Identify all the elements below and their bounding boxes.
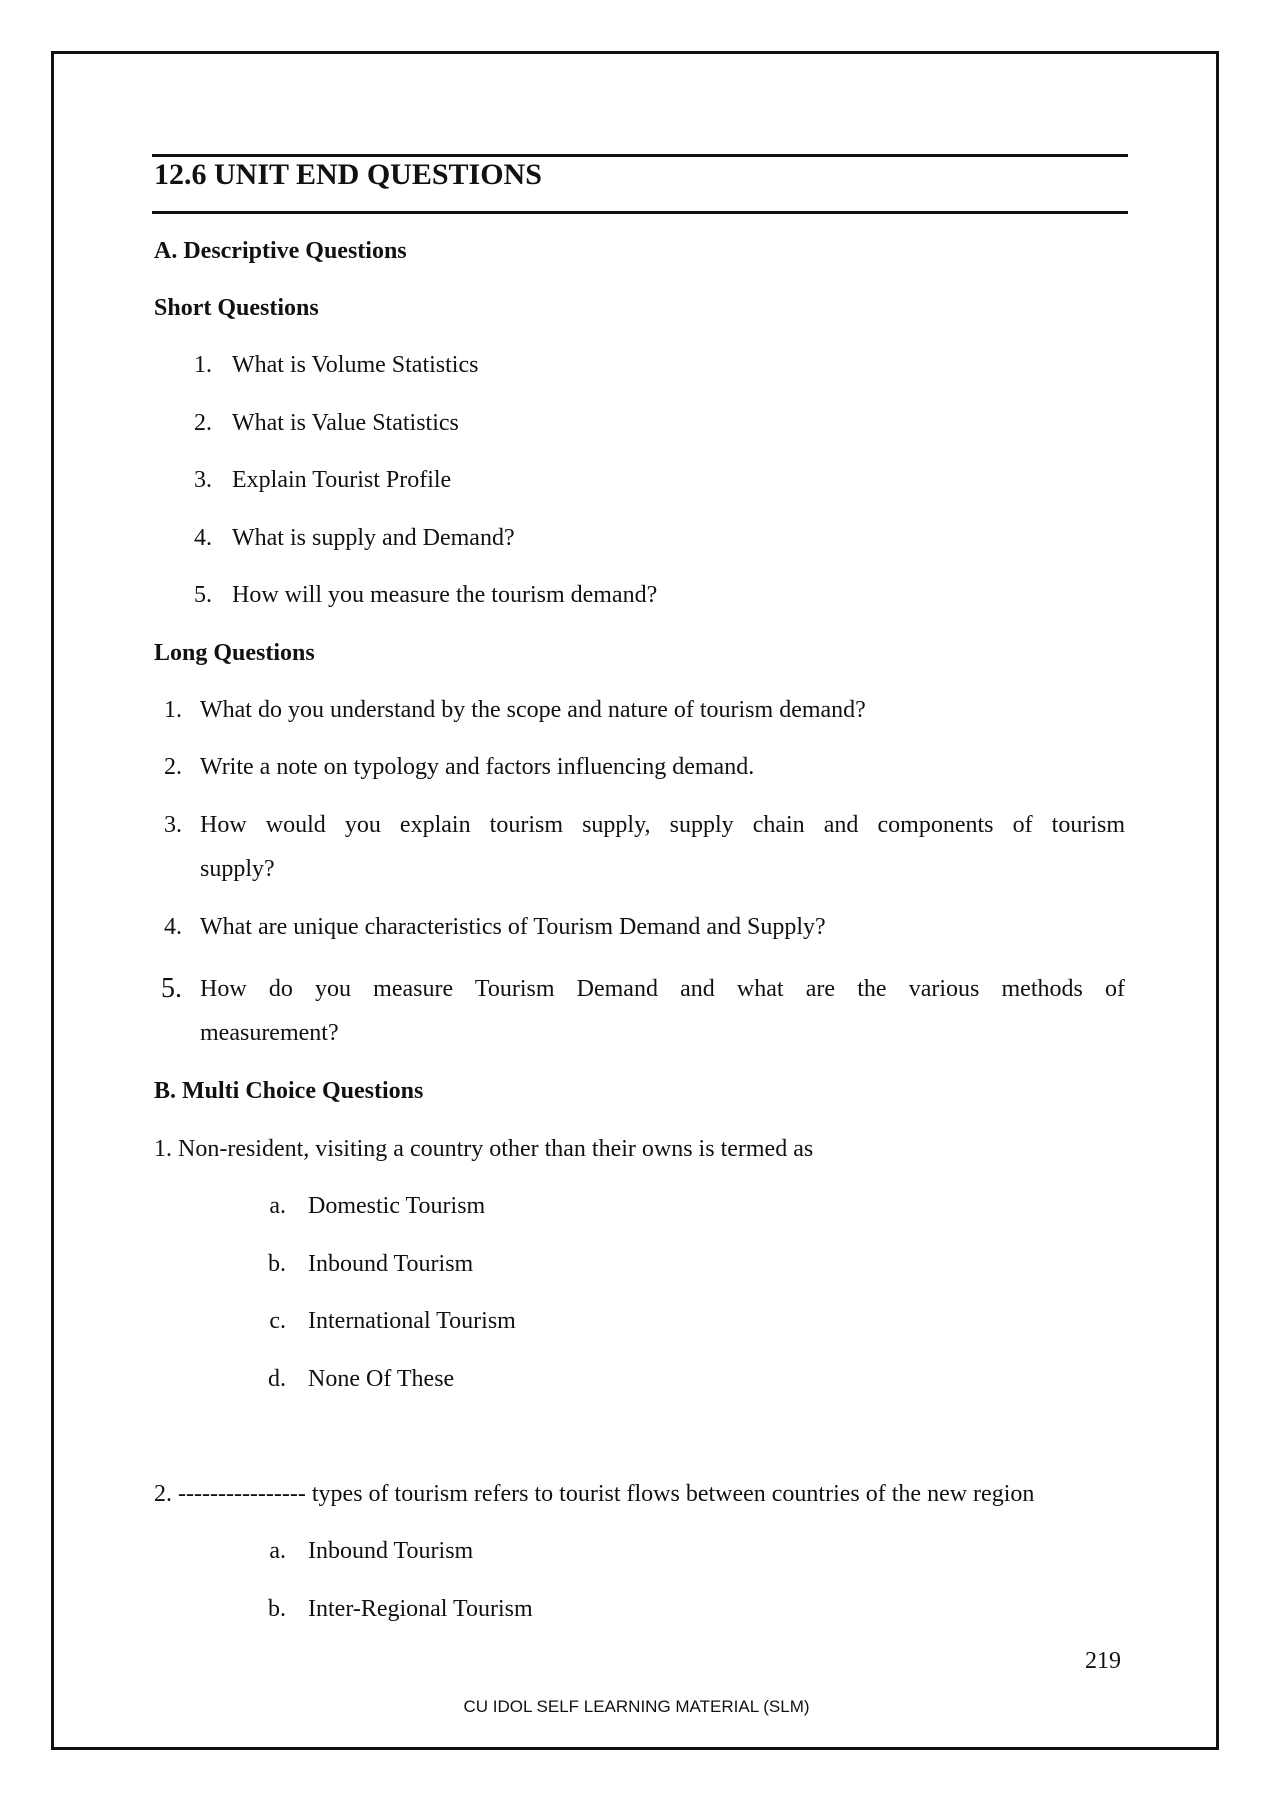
bottom-rule — [152, 211, 1128, 214]
mcq-q1-opt-d-letter: d. — [268, 1366, 286, 1392]
long-q4-num: 4. — [164, 914, 182, 940]
footer-text: CU IDOL SELF LEARNING MATERIAL (SLM) — [463, 1697, 810, 1716]
long-q4-text: What are unique characteristics of Tourism Demand and Supply? — [200, 914, 826, 940]
mcq-q2-opt-a-text: Inbound Tourism — [308, 1538, 474, 1564]
top-rule — [152, 154, 1128, 157]
long-q1-num: 1. — [164, 697, 182, 723]
long-questions-heading: Long Questions — [154, 640, 315, 666]
mcq-q1-text: 1. Non-resident, visiting a country other than their owns is termed as — [154, 1136, 814, 1162]
short-q3-text: Explain Tourist Profile — [232, 467, 452, 493]
mcq-q1-opt-d-text: None Of These — [308, 1366, 455, 1392]
long-q1-text: What do you understand by the scope and nature of tourism demand? — [200, 697, 866, 723]
mcq-q1-opt-c-letter: c. — [269, 1308, 286, 1334]
long-q2-text: Write a note on typology and factors influencing demand. — [200, 754, 755, 780]
descriptive-heading: A. Descriptive Questions — [154, 238, 407, 264]
mcq-q2-opt-a-letter: a. — [269, 1538, 286, 1564]
section-title: 12.6 UNIT END QUESTIONS — [154, 158, 542, 191]
short-q1-num: 1. — [194, 352, 212, 378]
short-q2-num: 2. — [194, 410, 212, 436]
short-q4-num: 4. — [194, 525, 212, 551]
long-q5-num: 5. — [161, 973, 182, 1004]
short-q3-num: 3. — [194, 467, 212, 493]
mcq-q1-opt-b-letter: b. — [268, 1251, 286, 1277]
mcq-q2-opt-b-text: Inter-Regional Tourism — [308, 1596, 533, 1622]
short-q4-text: What is supply and Demand? — [232, 525, 515, 551]
mcq-heading: B. Multi Choice Questions — [154, 1078, 424, 1104]
short-questions-heading: Short Questions — [154, 295, 319, 321]
short-q5-text: How will you measure the tourism demand? — [232, 582, 658, 608]
mcq-q1-opt-a-letter: a. — [269, 1193, 286, 1219]
short-q2-text: What is Value Statistics — [232, 410, 459, 436]
long-q3-text: How would you explain tourism supply, supply chain and components of tourism — [200, 812, 1125, 838]
mcq-q2-text: 2. ---------------- types of tourism refers to tourist flows between countries of the new region — [154, 1481, 1035, 1507]
mcq-q1-opt-c-text: International Tourism — [308, 1308, 516, 1334]
long-q2-num: 2. — [164, 754, 182, 780]
short-q1-text: What is Volume Statistics — [232, 352, 479, 378]
long-q3-continuation: supply? — [200, 856, 275, 882]
mcq-q1-opt-b-text: Inbound Tourism — [308, 1251, 474, 1277]
mcq-q2-opt-b-letter: b. — [268, 1596, 286, 1622]
mcq-q1-opt-a-text: Domestic Tourism — [308, 1193, 486, 1219]
page-number: 219 — [1085, 1648, 1121, 1674]
short-q5-num: 5. — [194, 582, 212, 608]
long-q3-num: 3. — [164, 812, 182, 838]
long-q5-continuation: measurement? — [200, 1020, 339, 1046]
long-q5-text: How do you measure Tourism Demand and what are the various methods of — [200, 976, 1125, 1002]
